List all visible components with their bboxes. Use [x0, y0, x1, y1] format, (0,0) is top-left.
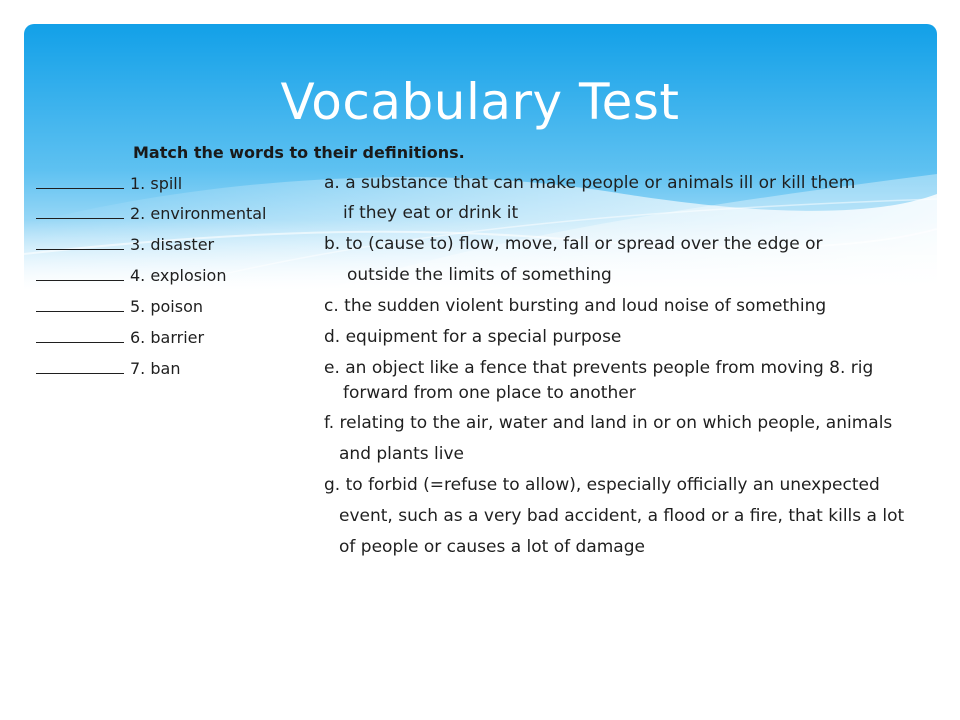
definition-line: f. relating to the air, water and land in or on which people, animals — [324, 413, 893, 433]
slide-title: Vocabulary Test — [280, 73, 680, 131]
word-label: 6. barrier — [130, 328, 205, 347]
word-item-4 — [36, 263, 226, 288]
definition-line: c. the sudden violent bursting and loud noise of something — [324, 296, 827, 316]
answer-blank-7[interactable] — [36, 356, 124, 374]
definition-line: d. equipment for a special purpose — [324, 327, 622, 347]
word-label: 4. explosion — [130, 266, 227, 285]
word-item-2 — [36, 201, 267, 226]
definition-line: g. to forbid (=refuse to allow), especially officially an unexpected — [324, 475, 880, 495]
definition-line: forward from one place to another — [343, 383, 636, 403]
word-label: 1. spill — [130, 174, 183, 193]
answer-blank-5[interactable] — [36, 294, 124, 312]
definition-line: e. an object like a fence that prevents people from moving 8. rig — [324, 358, 874, 378]
definition-line: a. a substance that can make people or animals ill or kill them — [324, 173, 856, 193]
word-item-1 — [36, 171, 182, 196]
definition-line: of people or causes a lot of damage — [339, 537, 645, 557]
answer-blank-2[interactable] — [36, 201, 124, 219]
answer-blank-6[interactable] — [36, 325, 124, 343]
instruction-text: Match the words to their definitions. — [133, 143, 465, 162]
answer-blank-1[interactable] — [36, 171, 124, 189]
word-label: 3. disaster — [130, 235, 215, 254]
answer-blank-4[interactable] — [36, 263, 124, 281]
definition-line: and plants live — [339, 444, 464, 464]
definition-line: if they eat or drink it — [343, 203, 519, 223]
definition-line: b. to (cause to) flow, move, fall or spread over the edge or — [324, 234, 823, 254]
word-label: 7. ban — [130, 359, 181, 378]
word-item-3 — [36, 232, 214, 257]
answer-blank-3[interactable] — [36, 232, 124, 250]
word-item-5 — [36, 294, 203, 319]
word-label: 2. environmental — [130, 204, 267, 223]
word-label: 5. poison — [130, 297, 204, 316]
word-item-6 — [36, 325, 204, 350]
word-item-7 — [36, 356, 180, 381]
definition-line: outside the limits of something — [347, 265, 612, 285]
definition-line: event, such as a very bad accident, a flood or a fire, that kills a lot — [339, 506, 905, 526]
